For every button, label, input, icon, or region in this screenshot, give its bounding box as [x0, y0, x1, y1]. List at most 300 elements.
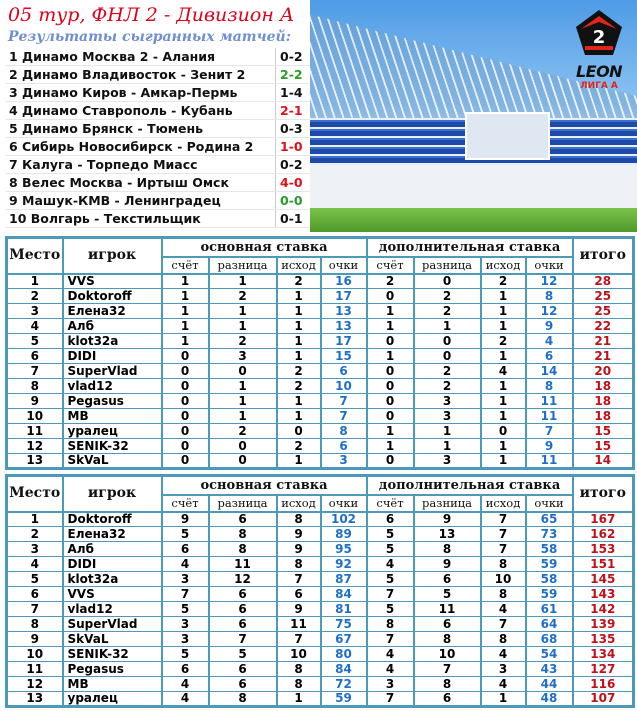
cell-score: 7: [367, 587, 414, 602]
cell-points: 95: [321, 542, 367, 557]
cell-score: 0: [162, 364, 209, 379]
cell-outcome: 8: [481, 587, 526, 602]
cell-difference: 2: [414, 304, 481, 319]
cell-points: 59: [526, 587, 573, 602]
table-row: [7, 424, 634, 439]
cell-difference: 1: [209, 319, 277, 334]
cell-points: 59: [321, 692, 367, 707]
cell-player: DIDI: [63, 349, 162, 364]
cell-total: 15: [573, 439, 634, 454]
cell-outcome: 0: [277, 424, 321, 439]
cell-outcome: 4: [481, 677, 526, 692]
cell-outcome: 10: [481, 572, 526, 587]
match-row: [6, 66, 310, 84]
cell-points: 6: [321, 364, 367, 379]
cell-outcome: 7: [277, 632, 321, 647]
table-row: [7, 512, 634, 527]
cell-difference: 2: [209, 334, 277, 349]
cell-outcome: 1: [481, 394, 526, 409]
stadium-photo: [310, 0, 637, 232]
cell-points: 17: [321, 334, 367, 349]
cell-outcome: 10: [277, 647, 321, 662]
cell-outcome: 1: [277, 334, 321, 349]
cell-place: 13: [7, 692, 63, 707]
cell-total: 18: [573, 409, 634, 424]
cell-outcome: 1: [481, 304, 526, 319]
match-teams: 4 Динамо Ставрополь - Кубань: [9, 103, 233, 118]
table-row: [7, 379, 634, 394]
cell-points: 17: [321, 289, 367, 304]
header-main-bet: основная ставка: [162, 476, 367, 495]
cell-place: 7: [7, 602, 63, 617]
cell-score: 5: [162, 527, 209, 542]
cell-score: 1: [162, 319, 209, 334]
cell-difference: 6: [209, 677, 277, 692]
cell-score: 5: [162, 602, 209, 617]
cell-difference: 3: [414, 454, 481, 469]
cell-difference: 10: [414, 647, 481, 662]
table-row: [7, 647, 634, 662]
cell-total: 134: [573, 647, 634, 662]
cell-difference: 1: [209, 379, 277, 394]
cell-score: 3: [162, 572, 209, 587]
cell-player: MB: [63, 409, 162, 424]
cell-score: 0: [162, 349, 209, 364]
cell-score: 1: [367, 304, 414, 319]
cell-points: 58: [526, 572, 573, 587]
table-row: [7, 319, 634, 334]
cell-total: 153: [573, 542, 634, 557]
cell-outcome: 1: [481, 409, 526, 424]
cell-place: 4: [7, 319, 63, 334]
cell-outcome: 1: [481, 454, 526, 469]
cell-points: 7: [321, 409, 367, 424]
cell-score: 7: [162, 587, 209, 602]
cell-points: 73: [526, 527, 573, 542]
cell-score: 1: [162, 289, 209, 304]
match-score: 2-1: [275, 102, 310, 119]
cell-score: 1: [162, 304, 209, 319]
cell-player: уралец: [63, 424, 162, 439]
cell-score: 5: [367, 542, 414, 557]
cell-points: 8: [321, 424, 367, 439]
cell-points: 15: [321, 349, 367, 364]
cell-difference: 6: [209, 602, 277, 617]
press-box: [465, 112, 550, 160]
cell-difference: 12: [209, 572, 277, 587]
match-teams: 8 Велес Москва - Иртыш Омск: [9, 175, 229, 190]
cell-points: 64: [526, 617, 573, 632]
cell-score: 5: [367, 572, 414, 587]
cell-outcome: 1: [481, 692, 526, 707]
cell-points: 102: [321, 512, 367, 527]
cell-place: 4: [7, 557, 63, 572]
cell-total: 15: [573, 424, 634, 439]
logo-brand: LEON: [575, 62, 623, 81]
cell-total: 25: [573, 289, 634, 304]
cell-difference: 2: [414, 289, 481, 304]
cell-score: 0: [367, 334, 414, 349]
header-points: очки: [321, 257, 367, 274]
cell-outcome: 1: [277, 409, 321, 424]
cell-score: 4: [162, 677, 209, 692]
cell-place: 9: [7, 394, 63, 409]
cell-points: 84: [321, 587, 367, 602]
cell-difference: 6: [414, 692, 481, 707]
cell-outcome: 7: [277, 572, 321, 587]
cell-score: 4: [162, 692, 209, 707]
cell-player: Алб: [63, 319, 162, 334]
page-title: 05 тур, ФНЛ 2 - Дивизион А: [8, 4, 295, 26]
cell-place: 5: [7, 572, 63, 587]
cell-difference: 8: [414, 677, 481, 692]
header-difference: разница: [414, 495, 481, 512]
cell-points: 89: [321, 527, 367, 542]
cell-score: 7: [367, 632, 414, 647]
cell-score: 1: [162, 274, 209, 289]
cell-score: 5: [162, 647, 209, 662]
cell-score: 0: [367, 379, 414, 394]
cell-points: 58: [526, 542, 573, 557]
cell-score: 0: [367, 454, 414, 469]
cell-total: 28: [573, 274, 634, 289]
cell-points: 67: [321, 632, 367, 647]
cell-player: SkVaL: [63, 454, 162, 469]
cell-points: 10: [321, 379, 367, 394]
cell-player: Doktoroff: [63, 512, 162, 527]
cell-score: 0: [162, 424, 209, 439]
match-teams: 3 Динамо Киров - Амкар-Пермь: [9, 85, 238, 100]
cell-outcome: 1: [481, 319, 526, 334]
cell-score: 6: [162, 542, 209, 557]
cell-difference: 6: [209, 512, 277, 527]
match-row: [6, 84, 310, 102]
cell-player: Doktoroff: [63, 289, 162, 304]
header-difference: разница: [414, 257, 481, 274]
cell-total: 18: [573, 394, 634, 409]
cell-player: DIDI: [63, 557, 162, 572]
cell-points: 80: [321, 647, 367, 662]
cell-points: 13: [321, 319, 367, 334]
cell-points: 12: [526, 304, 573, 319]
cell-difference: 0: [209, 364, 277, 379]
cell-place: 3: [7, 542, 63, 557]
cell-outcome: 1: [277, 349, 321, 364]
table-row: [7, 454, 634, 469]
cell-player: VVS: [63, 274, 162, 289]
match-row: [6, 102, 310, 120]
match-row: [6, 192, 310, 210]
cell-score: 3: [367, 677, 414, 692]
cell-difference: 1: [414, 424, 481, 439]
match-teams: 6 Сибирь Новосибирск - Родина 2: [9, 139, 254, 154]
match-teams: 10 Волгарь - Текстильщик: [9, 211, 201, 226]
cell-difference: 11: [414, 602, 481, 617]
header-points: очки: [526, 257, 573, 274]
cell-points: 87: [321, 572, 367, 587]
cell-difference: 8: [209, 527, 277, 542]
cell-outcome: 7: [481, 617, 526, 632]
match-row: [6, 138, 310, 156]
header-total: итого: [573, 238, 634, 274]
round-standings-table: [5, 236, 635, 470]
cell-difference: 1: [209, 409, 277, 424]
table-row: [7, 677, 634, 692]
cell-total: 162: [573, 527, 634, 542]
cell-points: 81: [321, 602, 367, 617]
cell-outcome: 1: [481, 289, 526, 304]
cell-player: MB: [63, 677, 162, 692]
cell-points: 54: [526, 647, 573, 662]
cell-difference: 7: [209, 632, 277, 647]
cell-outcome: 1: [277, 692, 321, 707]
cell-score: 5: [367, 602, 414, 617]
cell-place: 5: [7, 334, 63, 349]
table-row: [7, 662, 634, 677]
table-row: [7, 439, 634, 454]
cell-points: 13: [321, 304, 367, 319]
cell-player: SENIK-32: [63, 647, 162, 662]
cell-player: VVS: [63, 587, 162, 602]
cell-difference: 1: [209, 304, 277, 319]
cell-outcome: 1: [277, 454, 321, 469]
header-outcome: исход: [481, 257, 526, 274]
cell-difference: 3: [209, 349, 277, 364]
cell-points: 48: [526, 692, 573, 707]
cell-outcome: 9: [277, 527, 321, 542]
cell-outcome: 2: [277, 439, 321, 454]
cell-difference: 0: [209, 454, 277, 469]
cell-points: 11: [526, 409, 573, 424]
cell-player: SENIK-32: [63, 439, 162, 454]
cell-difference: 2: [414, 364, 481, 379]
cell-score: 0: [367, 364, 414, 379]
cell-difference: 11: [209, 557, 277, 572]
header-score: счёт: [162, 257, 209, 274]
cell-total: 14: [573, 454, 634, 469]
cell-outcome: 4: [481, 364, 526, 379]
cell-difference: 3: [414, 394, 481, 409]
cell-player: Pegasus: [63, 394, 162, 409]
cell-difference: 1: [209, 394, 277, 409]
cell-difference: 5: [209, 647, 277, 662]
cell-difference: 9: [414, 512, 481, 527]
cell-difference: 0: [209, 439, 277, 454]
cell-difference: 0: [414, 334, 481, 349]
match-row: [6, 174, 310, 192]
cell-score: 0: [162, 394, 209, 409]
header-player: игрок: [63, 476, 162, 512]
cell-player: klot32a: [63, 572, 162, 587]
cell-difference: 3: [414, 409, 481, 424]
cell-points: 9: [526, 319, 573, 334]
cell-difference: 6: [209, 662, 277, 677]
cell-player: vlad12: [63, 379, 162, 394]
table-row: [7, 527, 634, 542]
header-outcome: исход: [481, 495, 526, 512]
cell-total: 116: [573, 677, 634, 692]
cell-difference: 2: [209, 424, 277, 439]
cell-difference: 1: [209, 274, 277, 289]
cell-total: 145: [573, 572, 634, 587]
cell-points: 9: [526, 439, 573, 454]
match-row: [6, 156, 310, 174]
cell-outcome: 9: [277, 602, 321, 617]
header-extra-bet: дополнительная ставка: [367, 238, 573, 257]
cell-total: 142: [573, 602, 634, 617]
table-row: [7, 602, 634, 617]
header-score: счёт: [367, 257, 414, 274]
cell-score: 0: [367, 409, 414, 424]
league-logo: [567, 8, 631, 91]
cell-difference: 2: [209, 289, 277, 304]
cell-place: 6: [7, 587, 63, 602]
cell-score: 7: [367, 692, 414, 707]
cell-difference: 5: [414, 587, 481, 602]
cell-outcome: 4: [481, 647, 526, 662]
cell-player: SuperVlad: [63, 364, 162, 379]
table-row: [7, 364, 634, 379]
cell-score: 4: [367, 662, 414, 677]
cell-outcome: 8: [277, 557, 321, 572]
cell-outcome: 6: [277, 587, 321, 602]
cell-total: 139: [573, 617, 634, 632]
pitch: [310, 208, 637, 232]
cell-player: Елена32: [63, 304, 162, 319]
cell-score: 0: [367, 289, 414, 304]
cell-outcome: 1: [481, 439, 526, 454]
cell-total: 127: [573, 662, 634, 677]
cell-difference: 2: [414, 379, 481, 394]
header-player: игрок: [63, 238, 162, 274]
match-teams: 2 Динамо Владивосток - Зенит 2: [9, 67, 246, 82]
header-extra-bet: дополнительная ставка: [367, 476, 573, 495]
header-main-bet: основная ставка: [162, 238, 367, 257]
cell-points: 72: [321, 677, 367, 692]
cell-points: 6: [526, 349, 573, 364]
table-row: [7, 334, 634, 349]
cell-outcome: 7: [481, 527, 526, 542]
cell-difference: 0: [414, 274, 481, 289]
cell-total: 107: [573, 692, 634, 707]
cell-score: 6: [162, 662, 209, 677]
cell-difference: 9: [414, 557, 481, 572]
cell-outcome: 8: [277, 662, 321, 677]
cell-total: 18: [573, 379, 634, 394]
svg-text:2: 2: [592, 27, 606, 48]
cell-points: 7: [321, 394, 367, 409]
cell-place: 7: [7, 364, 63, 379]
match-row: [6, 48, 310, 66]
header-difference: разница: [209, 495, 277, 512]
cell-outcome: 8: [277, 512, 321, 527]
cell-difference: 13: [414, 527, 481, 542]
cell-outcome: 3: [481, 662, 526, 677]
logo-league: ЛИГА А: [580, 81, 618, 91]
table-row: [7, 557, 634, 572]
cell-score: 0: [162, 379, 209, 394]
cell-score: 4: [367, 557, 414, 572]
match-teams: 1 Динамо Москва 2 - Алания: [9, 49, 216, 64]
cell-player: Pegasus: [63, 662, 162, 677]
cell-points: 44: [526, 677, 573, 692]
cell-place: 11: [7, 424, 63, 439]
cell-points: 84: [321, 662, 367, 677]
match-teams: 7 Калуга - Торпедо Миасс: [9, 157, 198, 172]
cell-outcome: 0: [481, 424, 526, 439]
cell-place: 6: [7, 349, 63, 364]
cell-place: 1: [7, 512, 63, 527]
cell-place: 8: [7, 379, 63, 394]
cell-outcome: 9: [277, 542, 321, 557]
cell-points: 16: [321, 274, 367, 289]
header-outcome: исход: [277, 495, 321, 512]
cell-outcome: 8: [481, 632, 526, 647]
header-outcome: исход: [277, 257, 321, 274]
cell-points: 8: [526, 289, 573, 304]
cell-outcome: 1: [277, 304, 321, 319]
cell-score: 1: [367, 439, 414, 454]
cell-total: 20: [573, 364, 634, 379]
cell-difference: 1: [414, 439, 481, 454]
cell-outcome: 2: [481, 274, 526, 289]
cell-place: 2: [7, 527, 63, 542]
cell-outcome: 1: [277, 289, 321, 304]
cell-player: SuperVlad: [63, 617, 162, 632]
cell-points: 7: [526, 424, 573, 439]
cell-score: 3: [162, 617, 209, 632]
cell-score: 1: [367, 349, 414, 364]
match-score: 2-2: [275, 66, 310, 83]
cell-outcome: 7: [481, 512, 526, 527]
cell-points: 12: [526, 274, 573, 289]
cell-total: 25: [573, 304, 634, 319]
match-score: 0-2: [275, 48, 310, 65]
table-row: [7, 409, 634, 424]
cell-player: Елена32: [63, 527, 162, 542]
header-points: очки: [526, 495, 573, 512]
cell-total: 143: [573, 587, 634, 602]
table-row: [7, 304, 634, 319]
table-row: [7, 572, 634, 587]
cell-place: 2: [7, 289, 63, 304]
cell-points: 92: [321, 557, 367, 572]
header-score: счёт: [367, 495, 414, 512]
cell-score: 6: [367, 512, 414, 527]
cell-points: 4: [526, 334, 573, 349]
match-results-list: [6, 48, 310, 228]
match-score: 0-2: [275, 156, 310, 173]
cell-score: 0: [162, 439, 209, 454]
cell-outcome: 1: [277, 319, 321, 334]
cell-points: 75: [321, 617, 367, 632]
table-row: [7, 542, 634, 557]
cell-score: 1: [367, 319, 414, 334]
match-row: [6, 120, 310, 138]
pentagon-logo-icon: [574, 8, 624, 58]
table-row: [7, 289, 634, 304]
cell-outcome: 11: [277, 617, 321, 632]
cell-place: 1: [7, 274, 63, 289]
cell-outcome: 4: [481, 602, 526, 617]
cell-points: 8: [526, 379, 573, 394]
cell-points: 68: [526, 632, 573, 647]
cell-points: 6: [321, 439, 367, 454]
cell-outcome: 2: [277, 379, 321, 394]
cell-outcome: 8: [481, 557, 526, 572]
cell-player: Алб: [63, 542, 162, 557]
cell-difference: 1: [414, 319, 481, 334]
